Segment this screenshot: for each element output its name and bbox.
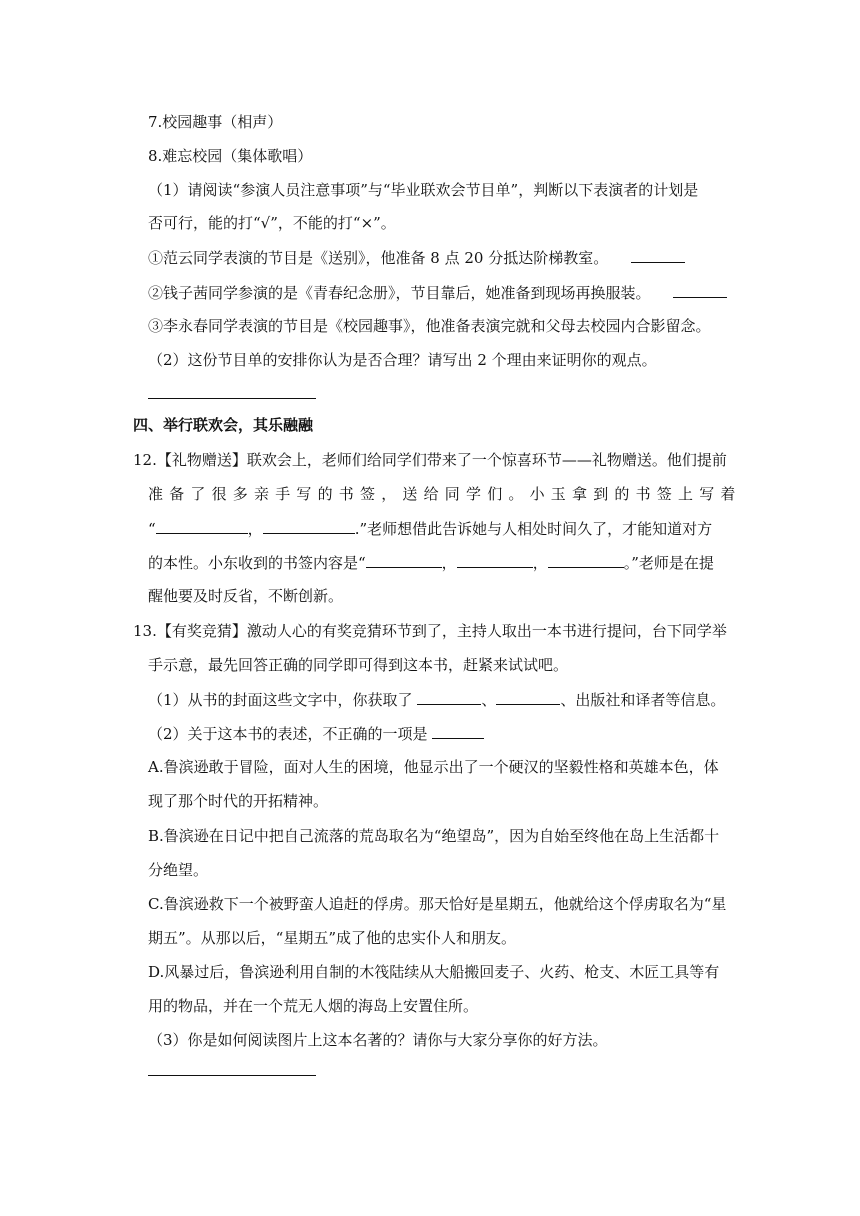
q12-line4-b: 。”老师是在提 [623, 554, 714, 572]
section4-heading: 四、举行联欢会，其乐融融 [133, 416, 314, 434]
q12-blank-1[interactable] [156, 518, 248, 534]
q13-line1: 13.【有奖竞猜】激动人心的有奖竞猜环节到了，主持人取出一本书进行提问，台下同学举 [133, 622, 727, 640]
q13-part3: （3）你是如何阅读图片上这本名著的？请你与大家分享你的好方法。 [148, 1031, 608, 1049]
q13-line2: 手示意，最先回答正确的同学即可得到这本书，赶紧来试试吧。 [148, 656, 569, 674]
program-item-8: 8.难忘校园（集体歌唱） [148, 147, 313, 165]
program-item-7: 7.校园趣事（相声） [148, 113, 283, 131]
q11-item1 [148, 247, 685, 268]
q11-item1-answer-blank[interactable] [631, 247, 685, 263]
q11-part2: （2）这份节目单的安排你认为是否合理？请写出 2 个理由来证明你的观点。 [148, 351, 657, 369]
q13-part1-blank-2[interactable] [496, 689, 560, 705]
q11-item1-text: ①范云同学表演的节目是《送别》，他准备 8 点 20 分抵达阶梯教室。 [148, 249, 609, 267]
q12-blank-3[interactable] [366, 552, 442, 568]
q12-quote-open: “ [148, 520, 156, 538]
q13-option-c-line2: 期五”。从那以后，“星期五”成了他的忠实仆人和朋友。 [148, 929, 517, 947]
q13-option-a-line2: 现了那个时代的开拓精神。 [148, 792, 329, 810]
q13-part1-sep: 、 [481, 691, 497, 709]
q13-option-b-line2: 分绝望。 [148, 861, 209, 879]
q11-part1-line2: 否可行，能的打“√”，不能的打“×”。 [148, 214, 396, 232]
q11-item3: ③李永春同学表演的节目是《校园趣事》，他准备表演完就和父母去校园内合影留念。 [148, 317, 711, 335]
q13-part1-a: （1）从书的封面这些文字中，你获取了 [148, 691, 418, 709]
q13-option-a-line1: A.鲁滨逊敢于冒险，面对人生的困境，他显示出了一个硬汉的坚毅性格和英雄本色，体 [148, 758, 719, 776]
q13-part1-b: 、出版社和译者等信息。 [560, 691, 726, 709]
q11-item2-text: ②钱子茜同学参演的是《青春纪念册》，节目靠后，她准备到现场再换服装。 [148, 284, 651, 302]
q12-blank-2[interactable] [263, 518, 355, 534]
q13-option-d-line1: D.风暴过后，鲁滨逊利用自制的木筏陆续从大船搬回麦子、火药、枪支、木匠工具等有 [148, 963, 720, 981]
q11-part2-answer-line[interactable] [148, 398, 316, 399]
q11-item2 [148, 282, 727, 303]
q13-option-b-line1: B.鲁滨逊在日记中把自己流落的荒岛取名为“绝望岛”，因为自始至终他在岛上生活都十 [148, 827, 720, 845]
q12-line1: 12.【礼物赠送】联欢会上，老师们给同学们带来了一个惊喜环节——礼物赠送。他们提前 [133, 451, 727, 469]
q13-part2-text: （2）关于这本书的表述，不正确的一项是 [148, 725, 433, 743]
q12-blank-5[interactable] [548, 552, 624, 568]
q11-part1-line1: （1）请阅读“参演人员注意事项”与“毕业联欢会节目单”，判断以下表演者的计划是 [148, 181, 699, 199]
q12-sep-3: ， [532, 554, 548, 572]
q12-sep-2: ， [441, 554, 457, 572]
q13-option-c-line1: C.鲁滨逊救下一个被野蛮人追赶的俘虏。那天恰好是星期五，他就给这个俘虏取名为“星 [148, 895, 727, 913]
q13-part1 [148, 689, 725, 710]
q12-line2: 准备了很多亲手写的书签，送给同学们。小玉拿到的书签上写着 [148, 485, 742, 503]
q12-line4-a: 的本性。小东收到的书签内容是“ [148, 554, 366, 572]
q12-line4 [148, 552, 714, 573]
q13-part1-blank-1[interactable] [417, 689, 481, 705]
q12-blank-4[interactable] [457, 552, 533, 568]
q13-part2 [148, 723, 484, 744]
q13-part2-answer-blank[interactable] [432, 723, 484, 739]
q12-sep-1: ， [247, 520, 263, 538]
q11-item2-answer-blank[interactable] [673, 282, 727, 298]
q13-part3-answer-line[interactable] [148, 1075, 316, 1076]
q12-line5: 醒他要及时反省，不断创新。 [148, 587, 344, 605]
q12-line3 [148, 518, 712, 539]
q13-option-d-line2: 用的物品，并在一个荒无人烟的海岛上安置住所。 [148, 997, 479, 1015]
q12-line3-rest: .”老师想借此告诉她与人相处时间久了，才能知道对方 [354, 520, 713, 538]
